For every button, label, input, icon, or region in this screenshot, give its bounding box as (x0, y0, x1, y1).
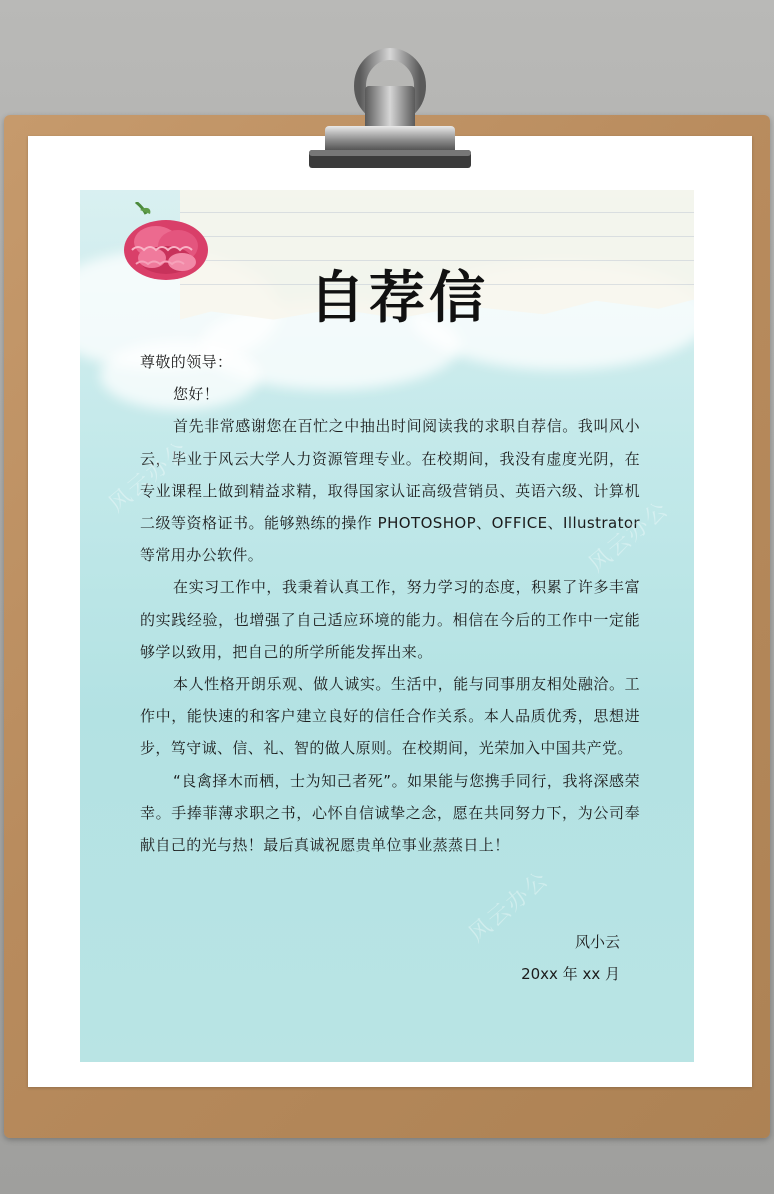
letter-sheet (80, 190, 694, 1062)
paragraph: 首先非常感谢您在百忙之中抽出时间阅读我的求职自荐信。我叫风小云，毕业于风云大学人力资源管理专业。在校期间，我没有虚度光阴，在专业课程上做到精益求精，取得国家认证高级营销员、英语六级、计算机二级等资格证书。能够熟练的操作 PHOTOSHOP、OFFICE、Illustrator 等常用办公软件。 (140, 417, 640, 565)
signature-block (521, 926, 620, 990)
salutation: 尊敬的领导： (140, 353, 233, 371)
paragraph: “良禽择木而栖，士为知己者死”。如果能与您携手同行，我将深感荣幸。手捧菲薄求职之书，心怀自信诚挚之念，愿在共同努力下，为公司奉献自己的光与热！最后真诚祝愿贵单位事业蒸蒸日上！ (140, 771, 640, 855)
watermark-text: 风云办公 (104, 436, 195, 518)
signature-date: 20xx 年 xx 月 (521, 965, 620, 983)
letter-body (140, 346, 640, 861)
signature-name: 风小云 (574, 933, 620, 951)
binder-clip-icon (305, 26, 475, 174)
paragraph: 在实习工作中，我秉着认真工作，努力学习的态度，积累了许多丰富的实践经验，也增强了自己适应环境的能力。相信在今后的工作中一定能够学以致用，把自己的所学所能发挥出来。 (140, 578, 640, 661)
greeting: 您好！ (173, 385, 220, 404)
watermark-text: 风云办公 (584, 496, 675, 578)
letter-title: 自荐信 (309, 266, 489, 331)
paragraph: 本人性格开朗乐观、做人诚实。生活中，能与同事朋友相处融洽。工作中，能快速的和客户建立良好的信任合作关系。本人品质优秀，思想进步，笃守诚、信、礼、智的做人原则。在校期间，光荣加入中国共产党。 (140, 675, 640, 758)
watermark-text: 风云办公 (464, 866, 555, 948)
